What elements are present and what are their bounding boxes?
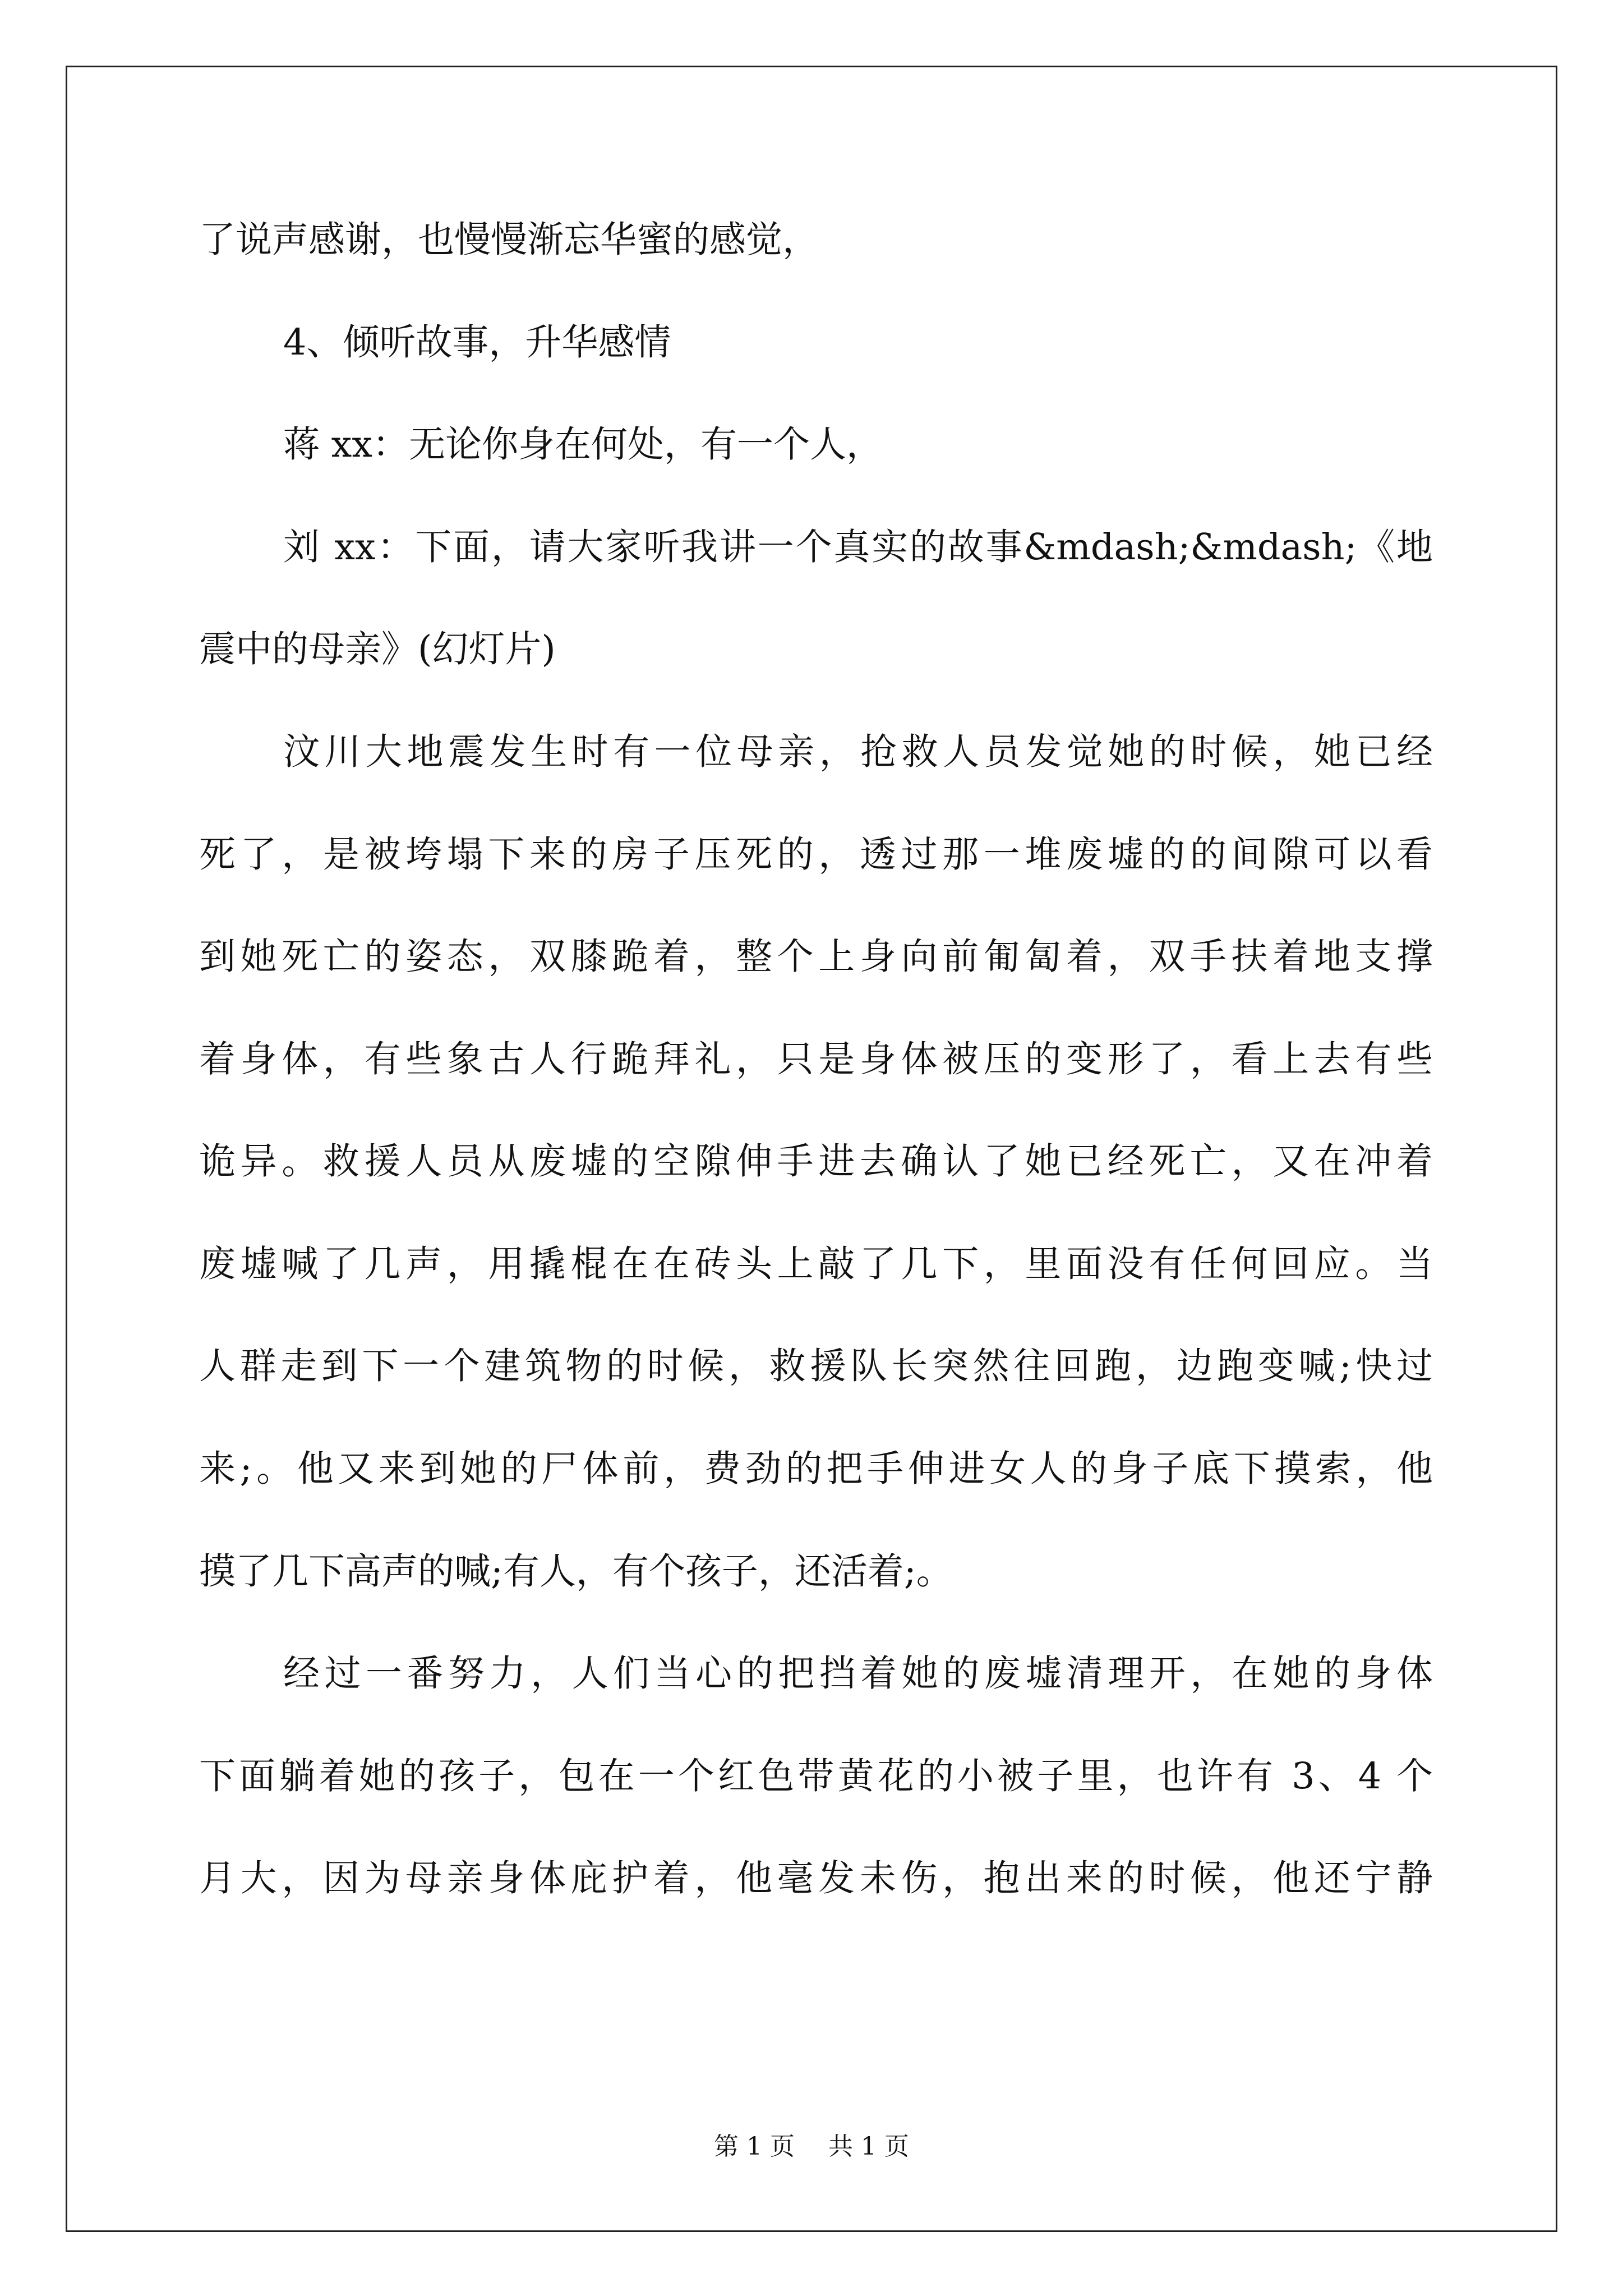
text-line: 着身体，有些象古人行跪拜礼，只是身体被压的变形了，看上去有些 [199,1038,1433,1080]
text-line: 来;。他又来到她的尸体前，费劲的把手伸进女人的身子底下摸索，他 [199,1448,1433,1490]
page-number: 第 1 页 [714,2132,795,2161]
text-line: 月大，因为母亲身体庇护着，他毫发未伤，抱出来的时候，他还宁静 [199,1857,1433,1899]
text-line: 死了，是被垮塌下来的房子压死的，透过那一堆废墟的的间隙可以看 [199,834,1433,876]
text-line: 废墟喊了几声，用撬棍在在砖头上敲了几下，里面没有任何回应。当 [199,1243,1433,1285]
text-line: 汶川大地震发生时有一位母亲，抢救人员发觉她的时候，她已经 [283,731,1433,773]
text-line: 刘 xx：下面，请大家听我讲一个真实的故事&mdash;&mdash;《地 [283,526,1433,568]
text-line: 了说声感谢，也慢慢渐忘华蜜的感觉， [199,219,819,261]
text-line: 震中的母亲》(幻灯片) [199,628,556,670]
text-line: 人群走到下一个建筑物的时候，救援队长突然往回跑，边跑变喊;快过 [199,1345,1433,1387]
section-heading: 4、倾听故事，升华感情 [283,321,671,364]
text-line: 下面躺着她的孩子，包在一个红色带黄花的小被子里，也许有 3、4 个 [199,1755,1433,1797]
page-total: 共 1 页 [828,2132,909,2161]
text-line: 摸了几下高声的喊;有人，有个孩子，还活着;。 [199,1550,953,1593]
text-line: 诡异。救援人员从废墟的空隙伸手进去确认了她已经死亡，又在冲着 [199,1140,1433,1182]
page-footer [0,2132,1623,2162]
text-line: 到她死亡的姿态，双膝跪着，整个上身向前匍匐着，双手扶着地支撑 [199,936,1433,978]
text-line: 蒋 xx：无论你身在何处，有一个人， [283,424,883,466]
text-line: 经过一番努力，人们当心的把挡着她的废墟清理开，在她的身体 [283,1653,1433,1695]
